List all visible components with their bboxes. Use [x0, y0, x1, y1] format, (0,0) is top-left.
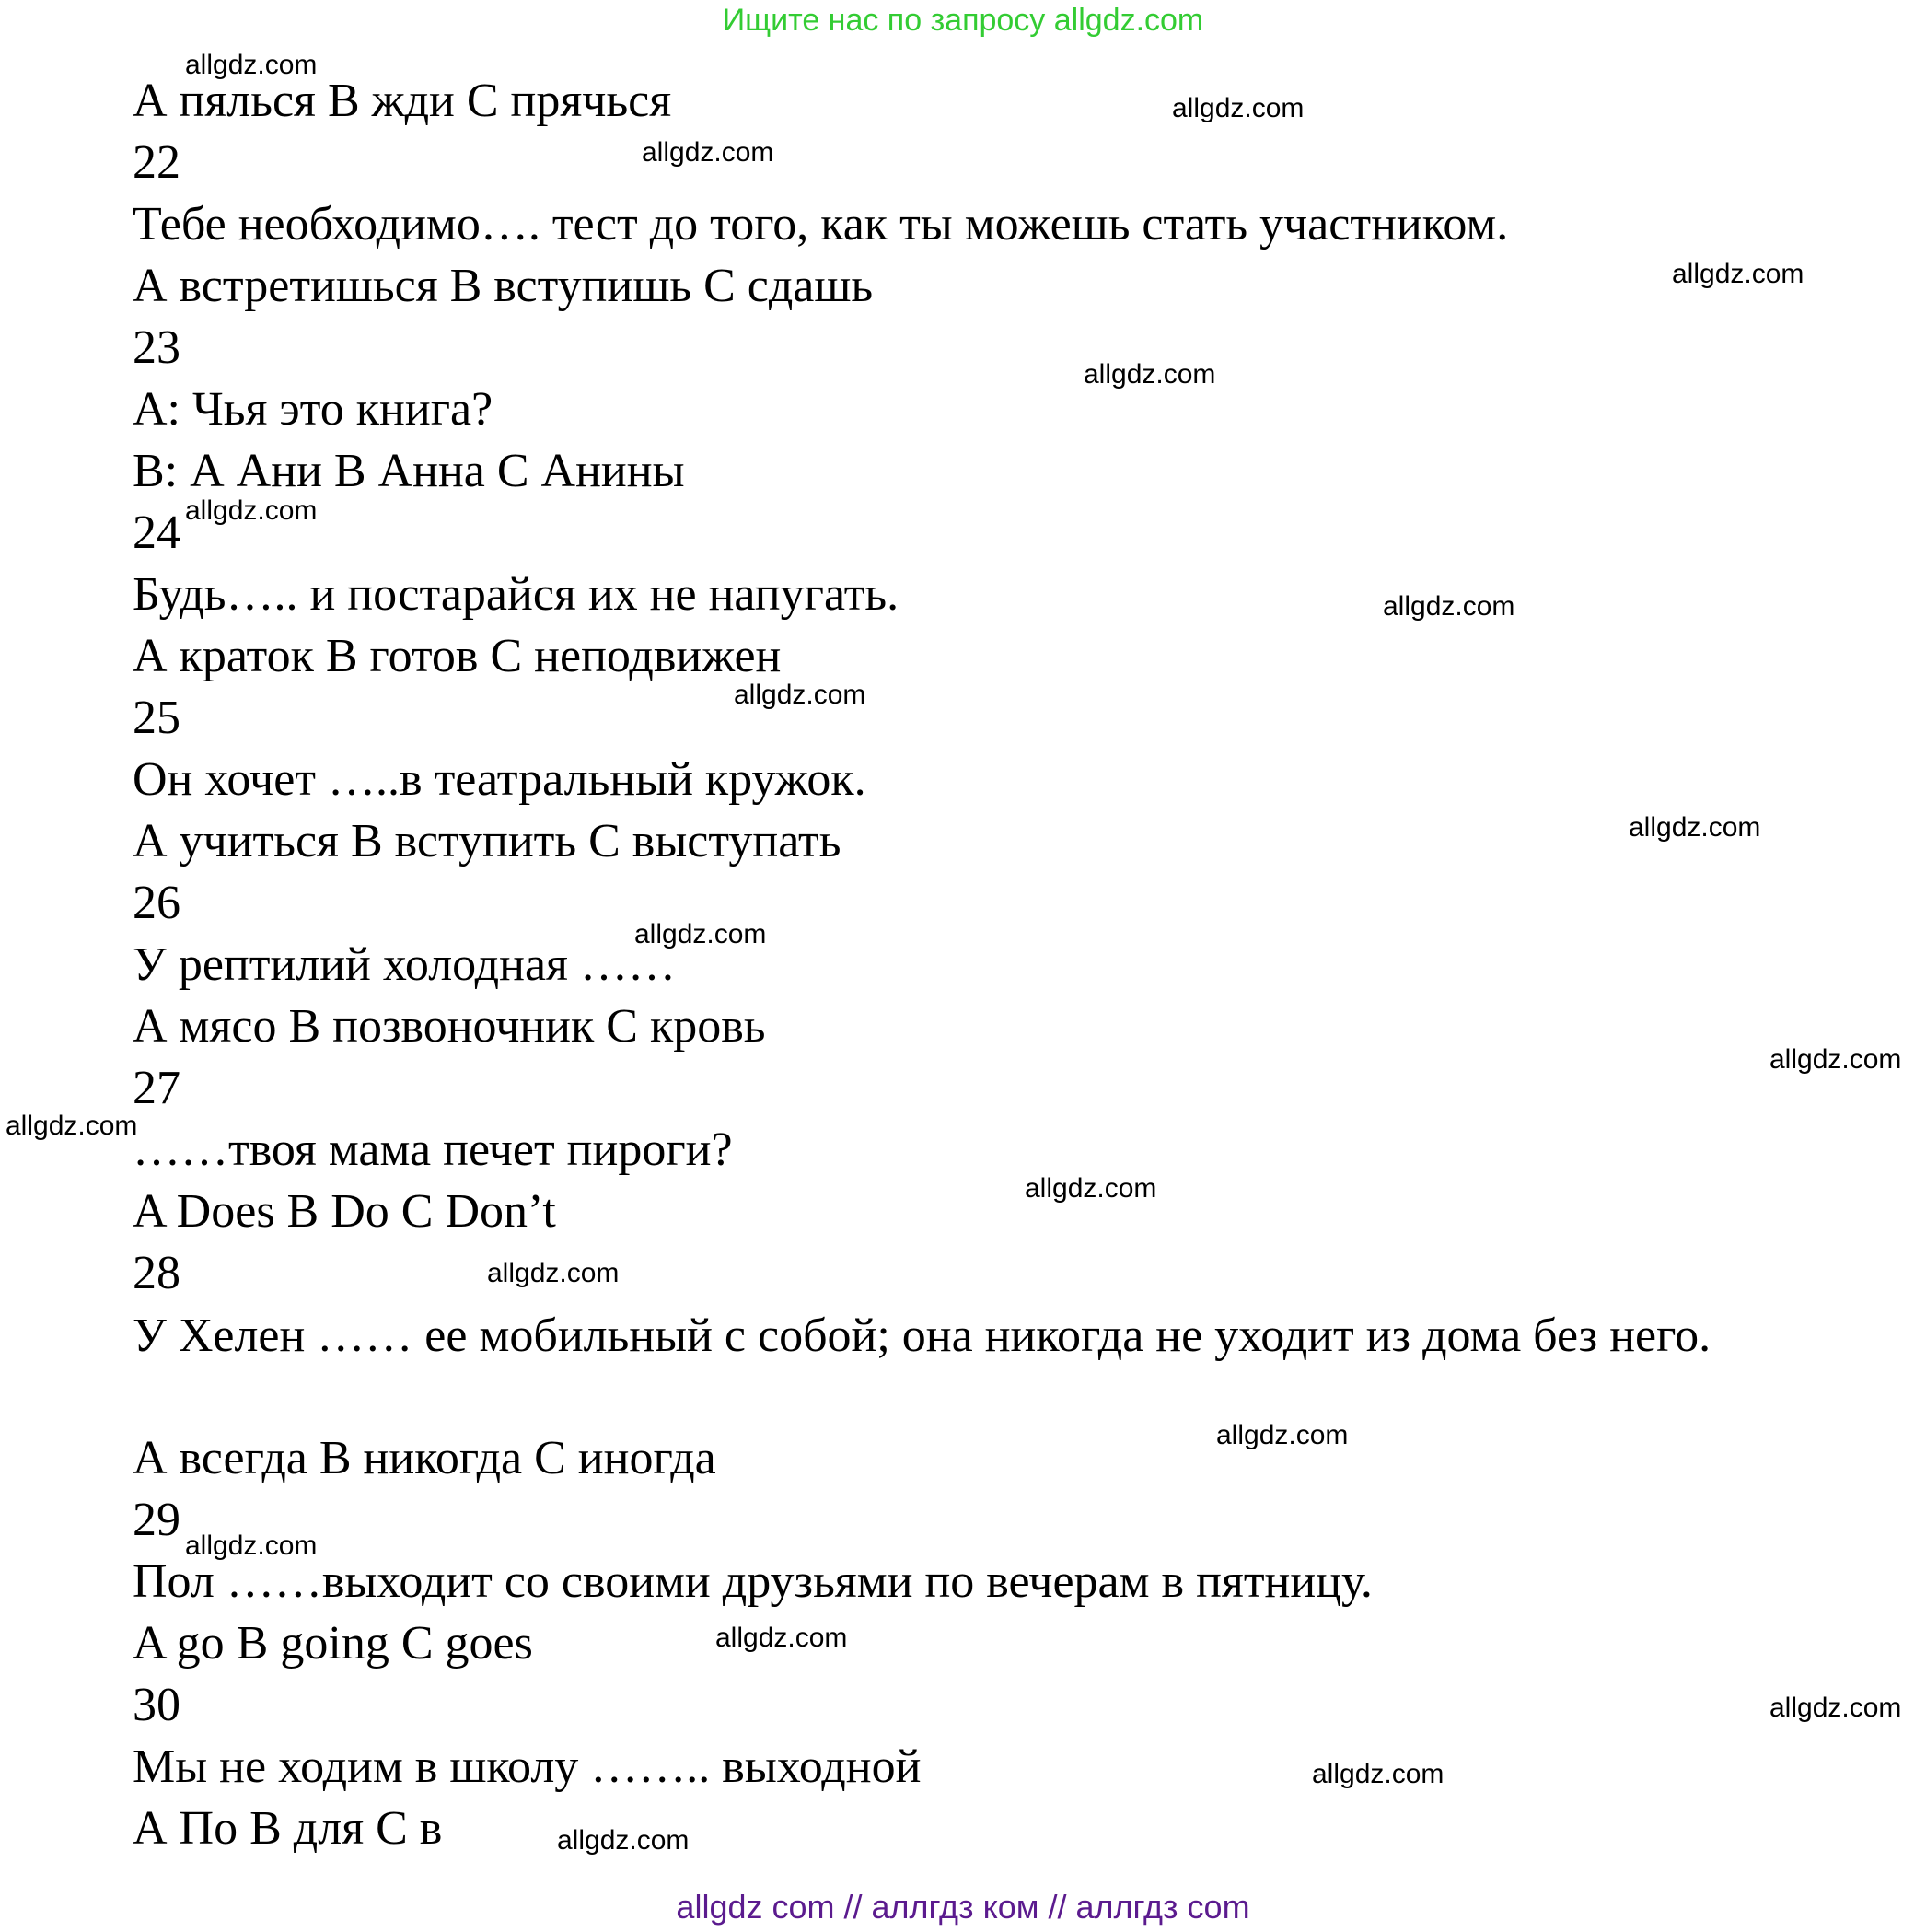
- question-number: 28: [133, 1247, 180, 1299]
- answer-options: A Does B Do C Don’t: [133, 1185, 556, 1238]
- footer-links: allgdz com // аллгдз ком // аллгдз com: [676, 1888, 1250, 1926]
- watermark: allgdz.com: [557, 1825, 690, 1856]
- watermark: allgdz.com: [185, 50, 318, 80]
- watermark: allgdz.com: [715, 1623, 848, 1653]
- watermark: allgdz.com: [1769, 1044, 1902, 1075]
- watermark: allgdz.com: [6, 1111, 138, 1141]
- question-number: 23: [133, 321, 180, 374]
- question-text: У рептилий холодная ……: [133, 938, 676, 991]
- top-banner: Ищите нас по запросу allgdz.com: [722, 3, 1204, 38]
- watermark: allgdz.com: [734, 680, 866, 710]
- answer-options: A go B going C goes: [133, 1617, 533, 1670]
- watermark: allgdz.com: [634, 919, 767, 949]
- question-text: ……твоя мама печет пироги?: [133, 1123, 733, 1176]
- watermark: allgdz.com: [1312, 1759, 1444, 1789]
- question-number: 30: [133, 1679, 180, 1731]
- watermark: allgdz.com: [1084, 359, 1216, 390]
- answer-options: А мясо В позвоночник С кровь: [133, 1000, 766, 1053]
- answer-options: А краток В готов С неподвижен: [133, 630, 782, 682]
- watermark: allgdz.com: [185, 1530, 318, 1561]
- watermark: allgdz.com: [487, 1258, 620, 1288]
- watermark: allgdz.com: [1769, 1693, 1902, 1723]
- question-text: Мы не ходим в школу …….. выходной: [133, 1740, 922, 1793]
- question-number: 22: [133, 136, 180, 189]
- answer-options: А встретишься В вступишь С сдашь: [133, 260, 874, 312]
- question-number: 25: [133, 692, 180, 744]
- question-number: 27: [133, 1062, 180, 1114]
- watermark: allgdz.com: [1672, 259, 1804, 289]
- watermark: allgdz.com: [185, 495, 318, 526]
- question-text: Пол ……выходит со своими друзьями по вечерам в пятницу.: [133, 1555, 1373, 1608]
- answer-options: А всегда В никогда С иногда: [133, 1432, 716, 1484]
- watermark: allgdz.com: [1629, 812, 1761, 843]
- question-text: А: Чья это книга?: [133, 383, 493, 436]
- answer-options: В: А Ани В Анна С Анины: [133, 445, 685, 497]
- watermark: allgdz.com: [1383, 591, 1515, 622]
- watermark: allgdz.com: [642, 137, 774, 168]
- question-number: 26: [133, 877, 180, 929]
- question-number: 29: [133, 1494, 180, 1546]
- question-number: 24: [133, 506, 180, 559]
- watermark: allgdz.com: [1216, 1420, 1349, 1450]
- answer-options-21: А пялься В жди С прячься: [133, 75, 672, 127]
- answer-options: А По В для С в: [133, 1802, 443, 1855]
- question-text: Он хочет …..в театральный кружок.: [133, 753, 866, 806]
- question-text: Тебе необходимо…. тест до того, как ты можешь стать участником.: [133, 198, 1509, 250]
- watermark: allgdz.com: [1025, 1173, 1157, 1204]
- answer-options: А учиться В вступить С выступать: [133, 815, 841, 867]
- question-text-multiline: У Хелен …… ее мобильный с собой; она никогда не уходит из дома без него.: [133, 1309, 1711, 1362]
- question-text: Будь….. и постарайся их не напугать.: [133, 568, 899, 621]
- watermark: allgdz.com: [1172, 93, 1305, 123]
